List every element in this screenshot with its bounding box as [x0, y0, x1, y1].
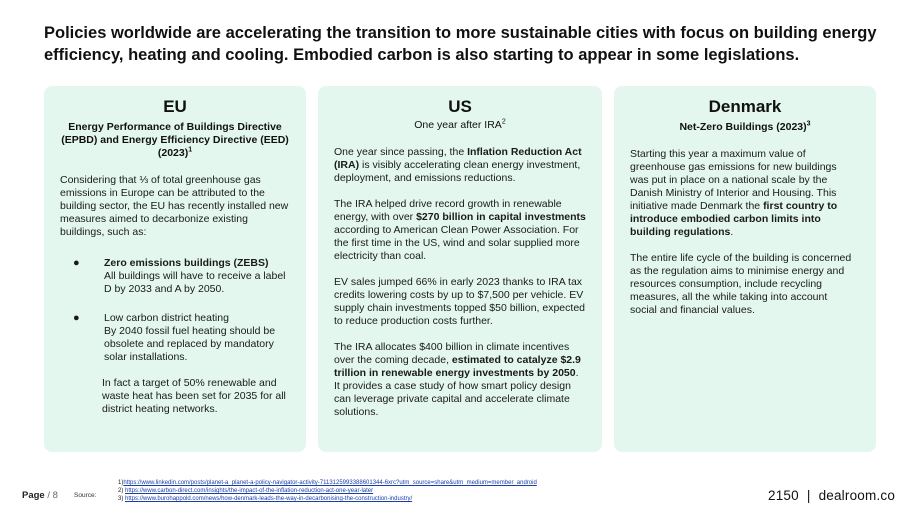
reference-link[interactable]: https://www.burohappold.com/news/how-denmark-leads-the-way-in-decarbonising-the-construction-industry/ — [125, 496, 413, 502]
bold-text-run: first country to introduce embodied carbon limits into building regulations — [630, 200, 838, 238]
bullet-dot-icon: ● — [73, 312, 80, 324]
eu-bullet-zebs — [73, 257, 292, 296]
bold-text-run: estimated to catalyze $2.9 trillion in renewable energy investments by 2050 — [334, 354, 581, 379]
text-run: . It provides a case study of how smart policy design can leverage private capital and accelerate climate solutions. — [334, 367, 579, 418]
eu-bullet-heading: Low carbon district heating — [104, 312, 229, 324]
source-label: Source: — [74, 492, 97, 499]
brand-separator: | — [806, 488, 811, 503]
eu-intro-text: Considering that ⅓ of total greenhouse gas emissions in Europe can be attributed to the building sector, the EU has recently installed new measures aimed to decarbonize existing buildings, such as: — [60, 174, 289, 238]
reference-link[interactable]: https://www.linkedin.com/posts/planet-a_planet-a-policy-navigator-activity-7113125993388601344-6xrc?utm_source=share&utm_medium=member_android — [123, 480, 537, 486]
brand-2150: 2150 — [768, 488, 799, 503]
bullet-dot-icon: ● — [73, 257, 80, 269]
source-references — [118, 479, 538, 503]
eu-tail-text: In fact a target of 50% renewable and waste heat has been set for 2035 for all district heating networks. — [102, 377, 286, 415]
bold-text-run: $270 billion in capital investments — [416, 211, 586, 223]
eu-subtitle-text: Energy Performance of Buildings Directive (EPBD) and Energy Efficiency Directive (EED) (2023) — [61, 121, 289, 159]
source-reference-2 — [118, 487, 538, 495]
page-label: Page — [22, 490, 45, 501]
denmark-card-title: Denmark — [708, 97, 782, 116]
denmark-subtitle-text: Net-Zero Buildings (2023) — [679, 121, 807, 133]
brand-dealroom: dealroom.co — [818, 488, 896, 503]
text-run: . — [730, 226, 734, 238]
denmark-card-subtitle — [614, 121, 876, 134]
text-run: The IRA helped drive record growth in renewable energy, with over — [334, 198, 562, 223]
page-number: / 8 — [47, 490, 58, 501]
bold-text-run: Inflation Reduction Act (IRA) — [334, 146, 582, 171]
source-reference-3 — [118, 495, 538, 503]
denmark-policy-card — [614, 86, 876, 452]
eu-bullet-text: All buildings will have to receive a label D by 2033 and A by 2050. — [104, 270, 286, 295]
denmark-footnote-marker: 3 — [806, 120, 811, 128]
us-policy-card — [318, 86, 602, 452]
page-indicator — [22, 490, 58, 501]
us-paragraph-2 — [334, 198, 586, 263]
reference-link[interactable]: https://www.carbon-direct.com/insights/the-impact-of-the-inflation-reduction-act-one-year-later — [125, 488, 374, 494]
eu-card-title: EU — [163, 97, 187, 116]
reference-number: 2) — [118, 488, 124, 494]
text-run: according to American Clean Power Association. For the first time in the US, wind and solar supplied more electricity than coal. — [334, 224, 580, 262]
page-headline: Policies worldwide are accelerating the transition to more sustainable cities with focus on building energy efficiency, heating and cooling. Embodied carbon is also starting to appear in some legislations. — [44, 24, 877, 64]
us-card-title: US — [448, 97, 472, 116]
brand-logo — [768, 488, 895, 503]
text-run: is visibly accelerating clean energy investment, deployment, and emissions reductions. — [334, 159, 581, 184]
text-run: Starting this year a maximum value of greenhouse gas emissions for new buildings was put in place on a national scale by the Danish Ministry of Interior and Housing. This initiative made Denmark the — [630, 148, 837, 212]
text-run: The IRA allocates $400 billion in climate incentives over the coming decade, — [334, 341, 570, 366]
reference-number: 3) — [118, 496, 124, 502]
eu-policy-card — [44, 86, 306, 452]
text-run: One year since passing, the — [334, 146, 468, 158]
us-paragraph-4 — [334, 341, 586, 419]
eu-bullet-heading: Zero emissions buildings (ZEBS) — [104, 257, 269, 269]
us-footnote-marker: 2 — [501, 118, 506, 126]
us-paragraph-1 — [334, 146, 586, 185]
eu-bullet-text: By 2040 fossil fuel heating should be obsolete and replaced by mandatory solar installations. — [104, 325, 276, 363]
us-subtitle-text: One year after IRA — [414, 119, 502, 131]
us-paragraph-3: EV sales jumped 66% in early 2023 thanks to IRA tax credits lowering costs by up to $7,500 per vehicle. EV supply chain investments topped $50 billion, expected to reduce production costs further. — [334, 276, 585, 327]
eu-bullet-district-heating — [73, 312, 292, 364]
denmark-paragraph-1 — [630, 148, 856, 239]
denmark-paragraph-2: The entire life cycle of the building is concerned as the regulation aims to minimise energy and resources consumption, include recycling measures, all the while taking into account social and financial values. — [630, 252, 852, 316]
reference-number: 1) — [118, 480, 124, 486]
us-card-subtitle — [318, 119, 602, 132]
eu-card-subtitle — [44, 121, 306, 160]
eu-footnote-marker: 1 — [188, 146, 193, 154]
source-reference-1 — [118, 479, 538, 487]
